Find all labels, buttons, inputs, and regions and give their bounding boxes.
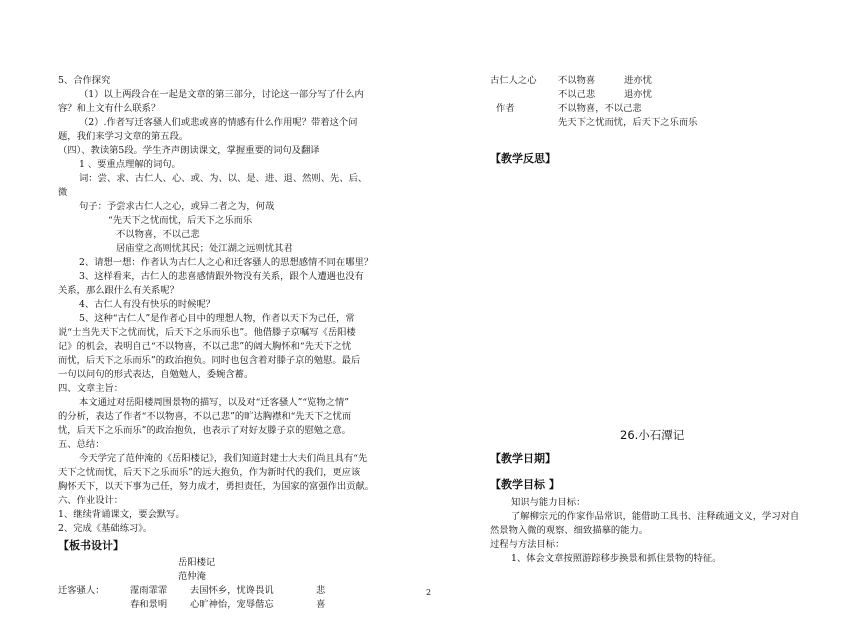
text-line: 2、请想一想：作者认为古仁人之心和迁客骚人的思想感情不同在哪里？ [79,257,374,268]
text-line: 4、古仁人有没有快乐的时候呢？ [79,299,216,310]
text-line: 5、合作探究 [58,75,111,86]
board-cell: 心旷神怡，宠辱偕忘 [190,599,274,610]
section-heading: 四、文章主旨： [58,383,124,394]
lesson-title: 26.小石潭记 [620,428,685,442]
text-line: 知识与能力目标： [511,497,586,508]
text-line: 天下之忧而忧，后天下之乐而乐”的远大抱负，作为新时代的我们，更应该 [58,467,361,478]
board-cell: 古仁人之心 [490,75,537,86]
board-row-label: 迁客骚人： [58,585,105,596]
text-line: 微 [58,187,68,198]
text-line: （1）以上两段合在一起是文章的第三部分，讨论这一部分写了什么内 [79,89,364,100]
text-line: 胸怀天下，以天下事为己任，努力成才，勇担责任，为国家的富强作出贡献。 [58,481,375,492]
text-line: 1、体会文章按照游踪移步换景和抓住景物的特征。 [511,553,722,564]
text-line: 忧，后天下之乐而乐”的政治抱负，也表示了对好友滕子京的慰勉之意。 [58,425,351,436]
text-line: 3、这样看来，古仁人的悲喜感情跟外物没有关系，跟个人遭遇也没有 [79,271,364,282]
text-line: 了解柳宗元的作家作品常识，能借助工具书、注释疏通文义，学习对自 [511,511,800,522]
board-cell: 去国怀乡，忧谗畏讥 [190,585,274,596]
text-line: （四）、教读第5段。学生齐声朗读课文，掌握重要的词句及翻译 [58,145,320,156]
text-line: 题，我们来学习文章的第五段。 [58,131,189,142]
text-line: 句子：予尝求古仁人之心，或异二者之为，何哉 [79,201,275,212]
text-line: 关系，那么跟什么有关系呢？ [58,285,179,296]
text-line: 1、继续背诵课文，要会默写。 [58,509,185,520]
text-line: 然景物入微的观察、细致描摹的能力。 [490,525,649,536]
text-line: 词：尝、求、古仁人、心、或、为、以、是、进、退、然则、先、后、 [79,173,368,184]
board-cell: 不以己悲 [558,89,596,100]
text-line: “先天下之忧而忧，后天下之乐而乐 [108,215,253,226]
date-heading: 【教学日期】 [490,452,556,465]
board-cell: 喜 [316,599,326,610]
page-number: 2 [426,588,432,597]
text-line: 居庙堂之高则忧其民；处江湖之远则忧其君 [116,243,293,254]
text-line: 的分析，表达了作者“不以物喜，不以己悲”的旷达胸襟和“先天下之忧而 [58,411,352,422]
section-heading: 六、作业设计： [58,495,124,506]
text-line: 不以物喜，不以己悲 [116,229,200,240]
board-cell: 春和景明 [130,599,168,610]
goal-heading: 【教学目标 】 [490,478,560,491]
board-cell: 作者 [496,103,515,114]
text-line: 过程与方法目标： [490,539,565,550]
board-author: 范仲淹 [178,571,206,582]
board-cell: 先天下之忧而忧，后天下之乐而乐 [558,117,698,128]
board-cell: 进亦忧 [624,75,652,86]
text-line: 本文通过对岳阳楼周围景物的描写，以及对“迁客骚人”“览物之情” [79,397,350,408]
board-cell: 不以物喜，不以己悲 [558,103,642,114]
text-line: （2）.作者写迁客骚人们或悲或喜的情感有什么作用呢？带着这个问 [79,117,358,128]
board-cell: 退亦忧 [624,89,652,100]
board-title: 岳阳楼记 [178,557,216,568]
board-design-heading: 【板书设计】 [58,539,124,552]
text-line: 1 、要重点理解的词句。 [79,159,181,170]
text-line: 记》的机会，表明自己“不以物喜，不以己悲”的阔大胸怀和“先天下之忧 [58,341,352,352]
text-line: 说“士当先天下之忧而忧，后天下之乐而乐也”。他借滕子京嘱写《岳阳楼 [58,327,356,338]
reflection-heading: 【教学反思】 [490,152,556,165]
board-cell: 不以物喜 [558,75,596,86]
text-line: 2、完成《基础练习》。 [58,523,153,534]
text-line: 一句以问句的形式表达，自勉勉人，委婉含蓄。 [58,369,254,380]
text-line: 5、这种“古仁人”是作者心目中的理想人物，作者以天下为己任，常 [79,313,355,324]
text-line: 容？和上文有什么联系？ [58,103,161,114]
text-line: 而忧，后天下之乐而乐”的政治抱负。同时也包含着对滕子京的勉慰。最后 [58,355,361,366]
text-line: 今天学完了范仲淹的《岳阳楼记》，我们知道封建士大夫们尚且具有“先 [79,453,368,464]
board-cell: 霪雨霏霏 [130,585,168,596]
board-cell: 悲 [316,585,326,596]
section-heading: 五、总结： [58,439,105,450]
